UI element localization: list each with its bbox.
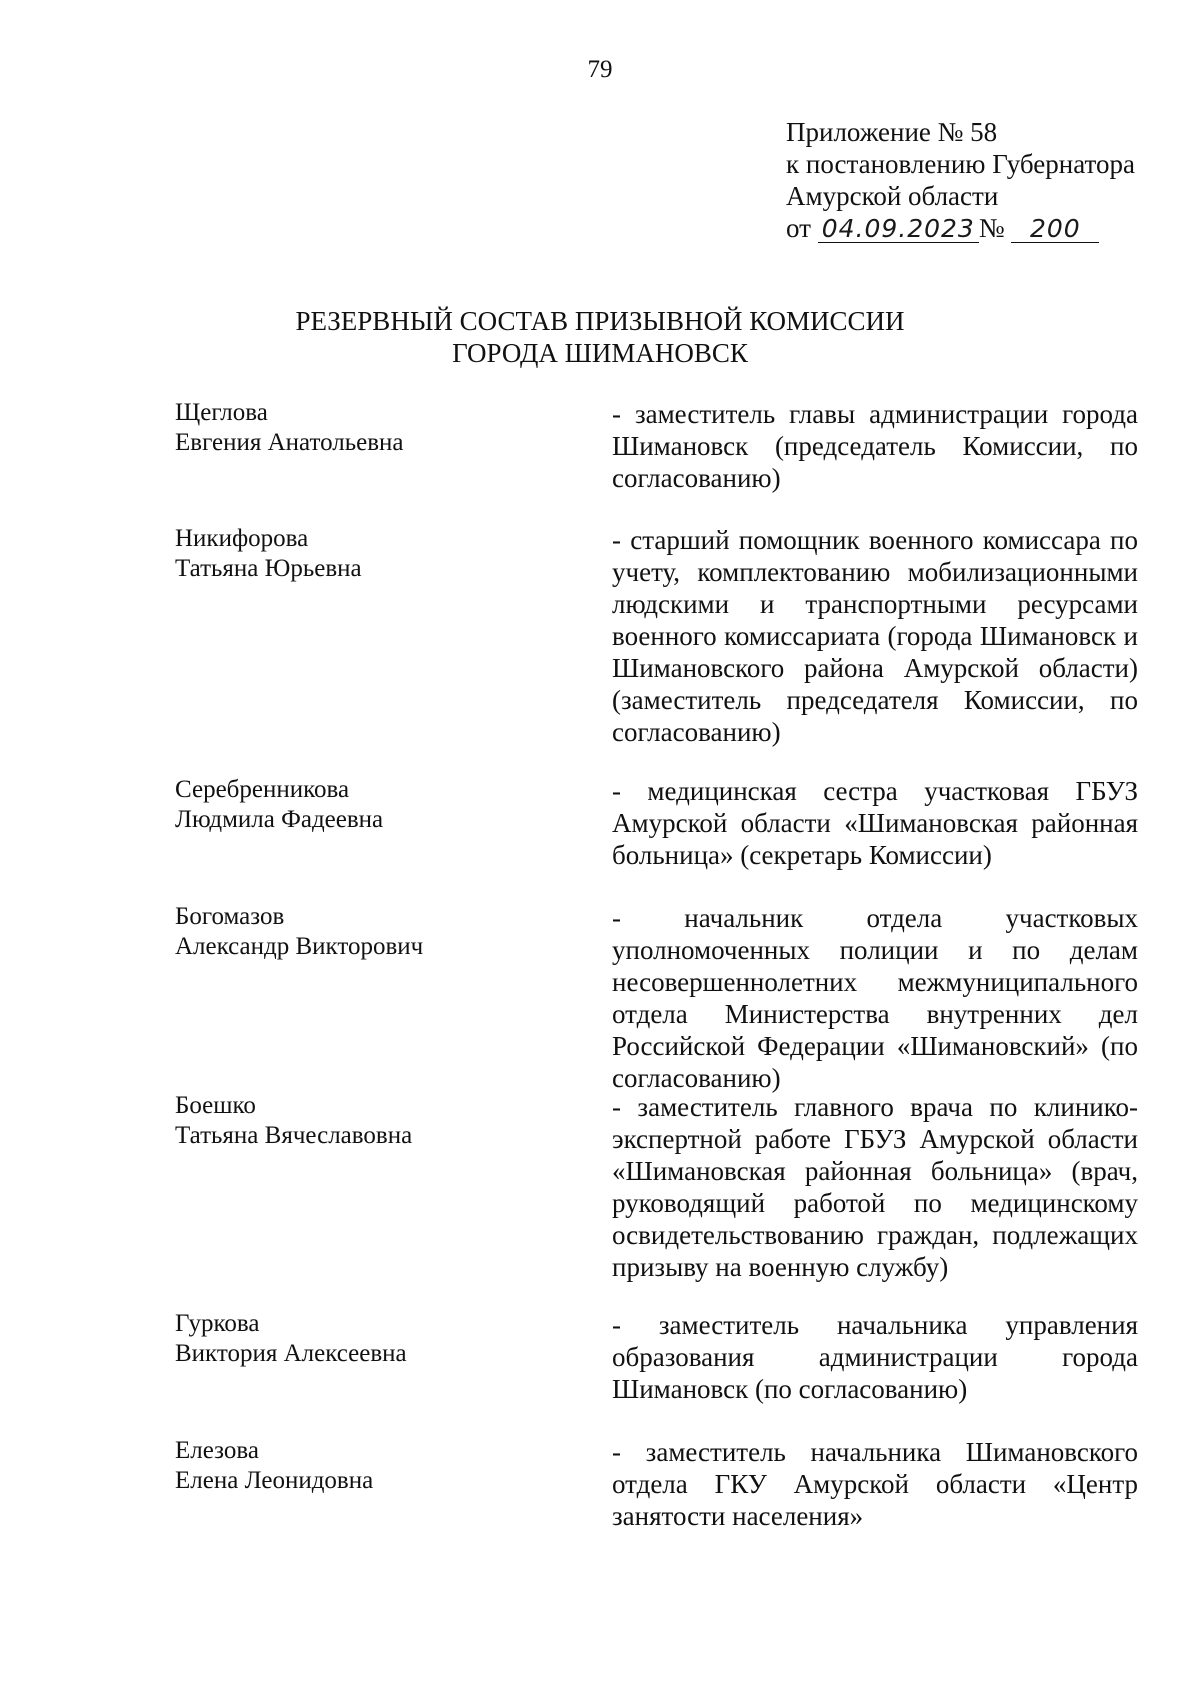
member-name <box>175 398 575 458</box>
member-role: - заместитель главного врача по клинико-экспертной работе ГБУЗ Амурской области «Шимановская районная больница» (врач, руководящий работой по медицинскому освидетельствованию граждан, подлежащих призыву на военную службу) <box>612 1092 1138 1282</box>
appendix-header <box>786 116 1135 244</box>
page-number: 79 <box>587 56 613 83</box>
member-surname: Щеглова <box>175 399 268 426</box>
member-given-name: Татьяна Вячеславовна <box>175 1122 413 1149</box>
member-surname: Боешко <box>175 1092 256 1119</box>
member-name <box>175 1091 575 1151</box>
member-name <box>175 1436 575 1496</box>
appendix-region-line: Амурской области <box>786 181 999 211</box>
title-line-1: РЕЗЕРВНЫЙ СОСТАВ ПРИЗЫВНОЙ КОМИССИИ <box>295 306 905 336</box>
member-surname: Гуркова <box>175 1310 260 1337</box>
member-surname: Никифорова <box>175 525 309 552</box>
member-role: - начальник отдела участковых уполномоченных полиции и по делам несовершеннолетних межмуниципального отдела Министерства внутренних дел Российской Федерации «Шимановский» (по согласованию) <box>612 903 1138 1093</box>
member-name <box>175 1309 575 1369</box>
member-surname: Богомазов <box>175 903 285 930</box>
member-given-name: Виктория Алексеевна <box>175 1340 407 1367</box>
member-given-name: Евгения Анатольевна <box>175 429 404 456</box>
number-label: № <box>978 213 1005 243</box>
appendix-date-line <box>786 212 1135 244</box>
member-given-name: Людмила Фадеевна <box>175 806 384 833</box>
member-role: - заместитель главы администрации города Шимановск (председатель Комиссии, по согласованию) <box>612 399 1138 493</box>
member-name <box>175 524 575 584</box>
member-surname: Елезова <box>175 1437 259 1464</box>
member-role: - старший помощник военного комиссара по учету, комплектованию мобилизационными людскими и транспортными ресурсами военного комиссариата (города Шимановск и Шимановского района Амурской области) (заместитель председателя Комиссии, по согласованию) <box>612 525 1138 747</box>
member-given-name: Татьяна Юрьевна <box>175 555 362 582</box>
appendix-decree-line: к постановлению Губернатора <box>786 149 1135 179</box>
document-title <box>0 305 1200 369</box>
member-surname: Серебренникова <box>175 776 350 803</box>
member-given-name: Александр Викторович <box>175 933 424 960</box>
member-role: - заместитель начальника управления образования администрации города Шимановск (по согласованию) <box>612 1310 1138 1404</box>
date-prefix: от <box>786 213 811 243</box>
member-role: - медицинская сестра участковая ГБУЗ Амурской области «Шимановская районная больница» (секретарь Комиссии) <box>612 776 1138 870</box>
member-given-name: Елена Леонидовна <box>175 1467 374 1494</box>
member-role: - заместитель начальника Шимановского отдела ГКУ Амурской области «Центр занятости населения» <box>612 1437 1138 1531</box>
appendix-title: Приложение № 58 <box>786 117 998 147</box>
handwritten-date: 04.09.2023 <box>818 216 979 243</box>
member-name <box>175 775 575 835</box>
title-line-2: ГОРОДА ШИМАНОВСК <box>452 338 748 368</box>
member-name <box>175 902 575 962</box>
handwritten-number: 200 <box>1011 216 1099 243</box>
